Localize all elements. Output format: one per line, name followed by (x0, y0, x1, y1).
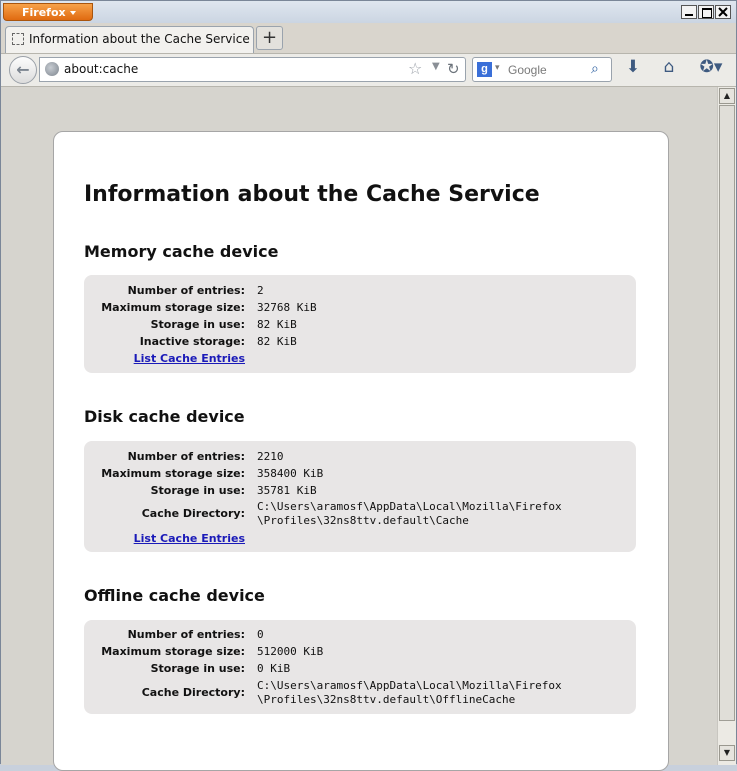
home-button[interactable] (656, 57, 682, 83)
arrow-down-icon: ▼ (723, 748, 731, 757)
label: Maximum storage size: (101, 301, 245, 314)
value: \Profiles\32ns8ttv.default\OfflineCache (257, 693, 516, 706)
url-text[interactable]: about:cache (64, 62, 139, 76)
memory-info-box (84, 275, 636, 373)
list-disk-entries-link[interactable]: List Cache Entries (133, 532, 245, 545)
maximize-icon (702, 8, 712, 18)
label: Number of entries: (127, 628, 245, 641)
value: 358400 KiB (257, 467, 324, 480)
page-viewport (1, 87, 717, 765)
label: Cache Directory: (141, 686, 245, 699)
value: 512000 KiB (257, 645, 324, 658)
minimize-icon (685, 14, 693, 16)
firefox-menu-button[interactable] (3, 3, 93, 21)
google-engine-icon[interactable]: g (477, 62, 492, 77)
label: Storage in use: (150, 318, 245, 331)
scroll-up-button[interactable] (719, 88, 735, 104)
content-card (53, 131, 669, 771)
value: C:\Users\aramosf\AppData\Local\Mozilla\Firefox (257, 679, 562, 692)
new-tab-button[interactable] (256, 26, 283, 50)
url-bar[interactable] (39, 57, 466, 82)
value: 0 (257, 628, 264, 641)
close-icon (716, 6, 730, 18)
tab-strip (1, 23, 736, 53)
plus-icon: + (261, 27, 278, 48)
disk-section-heading: Disk cache device (84, 407, 245, 426)
search-placeholder[interactable]: Google (508, 63, 547, 77)
value: 82 KiB (257, 335, 297, 348)
offline-info-box (84, 620, 636, 714)
chevron-down-icon (70, 11, 76, 15)
label: Inactive storage: (139, 335, 245, 348)
label: Number of entries: (127, 450, 245, 463)
label: Number of entries: (127, 284, 245, 297)
memory-section-heading: Memory cache device (84, 242, 279, 261)
back-arrow-icon: ← (16, 60, 30, 79)
value: 32768 KiB (257, 301, 317, 314)
home-icon: ⌂ (663, 57, 675, 77)
arrow-up-icon: ▲ (723, 91, 731, 100)
engine-dropdown-icon[interactable]: ▾ (495, 63, 500, 73)
history-dropdown-icon[interactable]: ▼ (432, 61, 440, 72)
bookmarks-button[interactable] (693, 57, 729, 83)
search-icon[interactable]: ⌕ (591, 61, 599, 77)
bookmark-star-icon[interactable]: ☆ (408, 59, 423, 78)
title-bar (1, 1, 736, 23)
value: 0 KiB (257, 662, 291, 675)
navigation-toolbar (1, 53, 736, 87)
scroll-thumb[interactable] (719, 105, 735, 721)
search-box[interactable] (472, 57, 612, 82)
tab-cache-info[interactable] (5, 26, 254, 53)
label: Storage in use: (150, 662, 245, 675)
firefox-menu-label: Firefox (22, 6, 66, 19)
downloads-button[interactable] (620, 57, 646, 83)
value: 82 KiB (257, 318, 297, 331)
close-window-button[interactable] (715, 5, 731, 19)
disk-info-box (84, 441, 636, 552)
list-memory-entries-link[interactable]: List Cache Entries (133, 352, 245, 365)
site-identity-icon[interactable] (45, 62, 59, 76)
maximize-button[interactable] (698, 5, 714, 19)
value: 2210 (257, 450, 284, 463)
minimize-button[interactable] (681, 5, 697, 19)
page-favicon-icon (12, 33, 24, 45)
vertical-scrollbar[interactable] (717, 87, 736, 765)
scroll-down-button[interactable] (719, 745, 735, 761)
tab-title: Information about the Cache Service (29, 32, 250, 46)
label: Cache Directory: (141, 507, 245, 520)
offline-section-heading: Offline cache device (84, 586, 265, 605)
value: 35781 KiB (257, 484, 317, 497)
value: 2 (257, 284, 264, 297)
download-arrow-icon: ⬇ (625, 57, 641, 77)
bookmarks-star-icon: ✪▾ (699, 57, 723, 77)
value: C:\Users\aramosf\AppData\Local\Mozilla\Firefox (257, 500, 562, 513)
value: \Profiles\32ns8ttv.default\Cache (257, 514, 469, 527)
label: Storage in use: (150, 484, 245, 497)
label: Maximum storage size: (101, 645, 245, 658)
back-button[interactable] (9, 56, 37, 84)
label: Maximum storage size: (101, 467, 245, 480)
page-title: Information about the Cache Service (84, 182, 540, 207)
reload-icon[interactable]: ↻ (447, 60, 460, 78)
